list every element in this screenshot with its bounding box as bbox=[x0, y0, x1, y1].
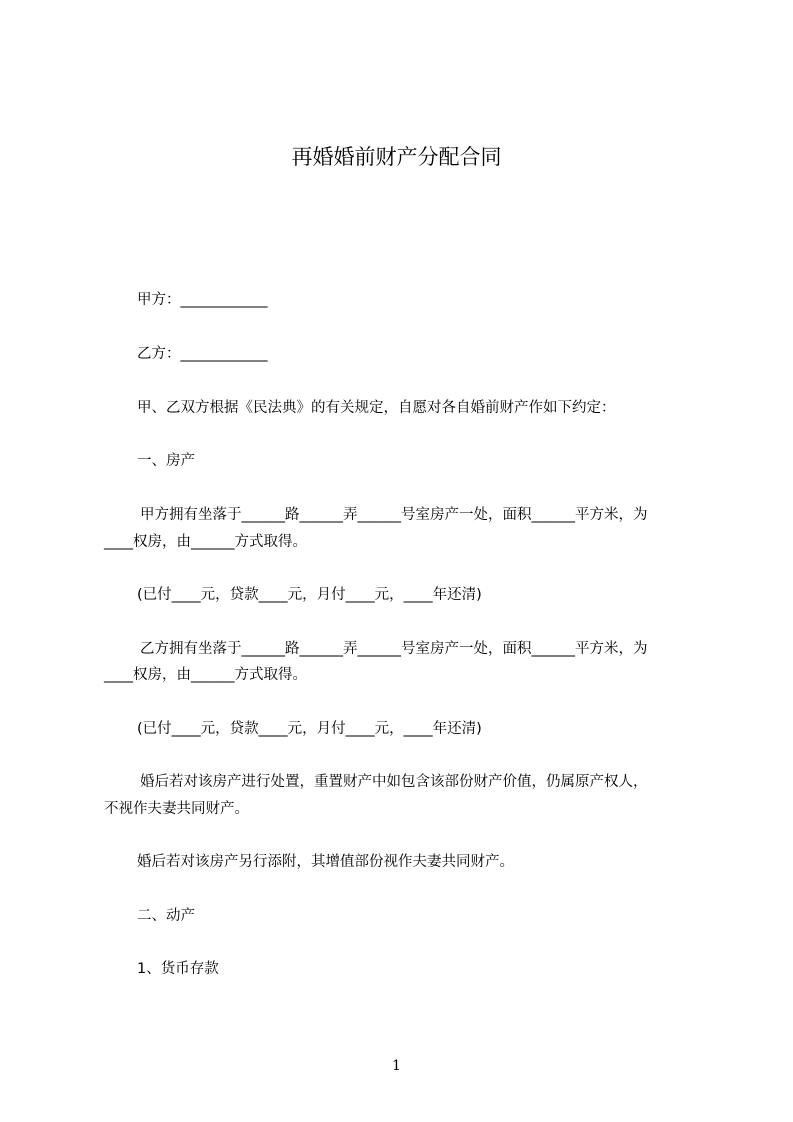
section1-heading: 一、房产 bbox=[137, 453, 195, 469]
party-b-property-line2: ____权房，由______方式取得。 bbox=[104, 667, 307, 683]
disposal-paragraph-line1: 婚后若对该房产进行处置，重置财产中如包含该部份财产价值，仍属原产权人， bbox=[140, 774, 648, 790]
party-b-line: 乙方：____________ bbox=[137, 346, 268, 362]
disposal-paragraph-line2: 不视作夫妻共同财产。 bbox=[104, 801, 249, 817]
party-a-property-line1: 甲方拥有坐落于______路______弄______号室房产一处，面积______平方米，为 bbox=[140, 507, 648, 523]
party-a-line: 甲方：____________ bbox=[137, 292, 268, 308]
preamble-paragraph: 甲、乙双方根据《民法典》的有关规定，自愿对各自婚前财产作如下约定： bbox=[137, 400, 616, 416]
party-b-payment-line: (已付____元，贷款____元，月付____元，____年还清) bbox=[137, 721, 482, 737]
party-b-property-line1: 乙方拥有坐落于______路______弄______号室房产一处，面积______平方米，为 bbox=[140, 641, 648, 657]
page-number: 1 bbox=[392, 1058, 401, 1074]
addition-paragraph: 婚后若对该房产另行添附，其增值部份视作夫妻共同财产。 bbox=[137, 854, 514, 870]
party-a-property-line2: ____权房，由______方式取得。 bbox=[104, 534, 307, 550]
document-title: 再婚婚前财产分配合同 bbox=[291, 145, 502, 169]
party-a-payment-line: (已付____元，贷款____元，月付____元，____年还清) bbox=[137, 587, 482, 603]
section2-heading: 二、动产 bbox=[137, 908, 195, 924]
subsection1-heading: 1、货币存款 bbox=[137, 961, 219, 977]
